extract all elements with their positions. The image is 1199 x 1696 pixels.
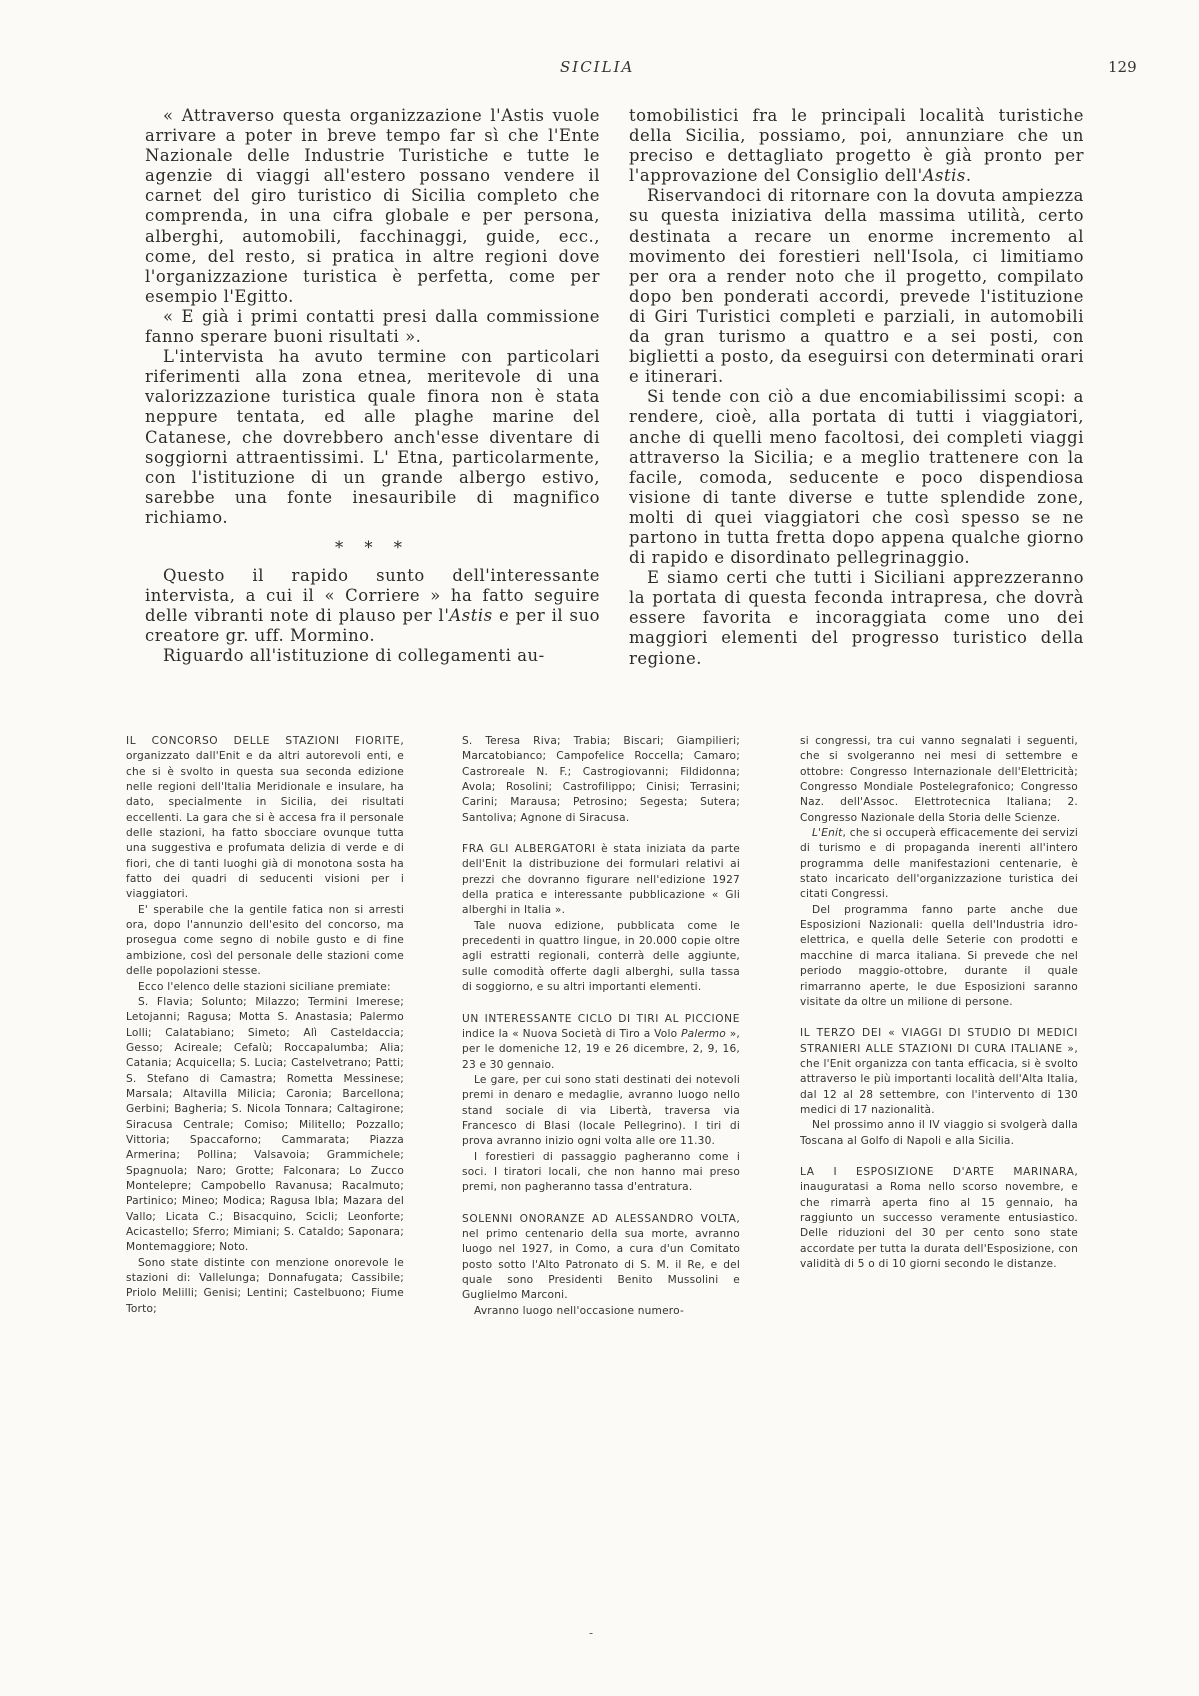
- paragraph: [800, 826, 1078, 903]
- text-run: tomobilistici fra le principali località turistiche della Sicilia, possiamo, poi, annunziare che un preciso e dettagliato progetto è già pronto per l'approvazione del Consiglio dell': [629, 106, 1084, 186]
- paragraph: Nel prossimo anno il IV viaggio si svolgerà dalla Toscana al Golfo di Napoli e alla Sicilia.: [800, 1119, 1078, 1147]
- paragraph: [800, 1026, 1078, 1118]
- paragraph: « E già i primi contatti presi dalla commissione fanno sperare buoni risultati ».: [145, 306, 600, 347]
- text-run: , nel primo centenario della sua morte, avranno luogo nel 1927, in Como, a cura d'un Comitato posto sotto l'Alto Patronato di S. M. il Re, e del quale sono Presidenti Benito Mussolini e Guglielmo Marconi.: [462, 1212, 740, 1302]
- paragraph: « Attraverso questa organizzazione l'Astis vuole arrivare a poter in breve tempo far sì che l'Ente Nazionale delle Industrie Turistiche e tutte le agenzie di viaggi all'estero possano vendere il carnet del giro turistico di Sicilia completo che comprenda, in una cifra globale e per persona, alberghi, automobili, facchinaggi, guide, ecc., come, del resto, si pratica in altre regioni dove l'organizzazione turistica è perfetta, come per esempio l'Egitto.: [145, 106, 600, 306]
- article-column-right: [629, 106, 1084, 669]
- text-run: .: [965, 166, 972, 186]
- news-heading: IL TERZO DEI « VIAGGI DI STUDIO DI MEDICI STRANIERI ALLE STAZIONI DI CURA ITALIANE »: [800, 1027, 1078, 1055]
- italic-text: Astis: [449, 606, 493, 626]
- running-title: SICILIA: [560, 58, 635, 76]
- news-heading: UN INTERESSANTE CICLO DI TIRI AL PICCIONE: [462, 1012, 740, 1025]
- paragraph: [462, 1012, 740, 1073]
- page-number: 129: [1108, 58, 1137, 76]
- text-run: è stata iniziata da parte dell'Enit la distribuzione dei formulari relativi ai prezzi che dovranno figurare nell'edizione 1927 della pratica e interessante pubblicazione « Gli alberghi in Italia ».: [462, 843, 740, 917]
- news-column-3: [800, 734, 1078, 1272]
- text-run: », per le domeniche 12, 19 e 26 dicembre, 2, 9, 16, 23 e 30 gennaio.: [462, 1027, 740, 1071]
- paragraph: [126, 734, 404, 903]
- news-heading: LA I ESPOSIZIONE D'ARTE MARINARA: [800, 1165, 1075, 1178]
- paragraph: [800, 1165, 1078, 1272]
- section-separator: * * *: [334, 537, 410, 557]
- paragraph: Avranno luogo nell'occasione numero-: [474, 1304, 685, 1317]
- paragraph: S. Teresa Riva; Trabia; Biscari; Giampilieri; Marcatobianco; Campofelice Roccella; Camaro; Castroreale N. F.; Castrogiovanni; Fildidonna; Avola; Rosolini; Castrofilippo; Cinisi; Terrasini; Carini; Marausa; Petrosino; Segesta; Sutera; Santoliva; Agnone di Siracusa.: [462, 735, 740, 824]
- news-heading: IL CONCORSO DELLE STAZIONI FIORITE: [126, 735, 401, 747]
- text-run: , che l'Enit organizza con tanta efficacia, si è svolto attraverso le più importanti località dell'Alta Italia, dal 12 al 28 settembre, con l'intervento di 130 medici di 17 nazionalità.: [800, 1042, 1078, 1116]
- paragraph: Ecco l'elenco delle stazioni siciliane premiate:: [138, 980, 391, 993]
- paragraph: [462, 1212, 740, 1304]
- news-column-2: [462, 734, 740, 1319]
- italic-text: L'Enit: [812, 827, 843, 840]
- text-run: , che si occuperà efficacemente dei servizi di turismo e di propaganda inerenti all'intero programma delle manifestazioni centenarie, è stato incaricato dell'organizzazione turistica dei citati Congressi.: [800, 827, 1078, 901]
- text-run: , organizzato dall'Enit e da altri autorevoli enti, e che si è svolto in questa sua seconda edizione nelle regioni dell'Italia Meridionale e insulare, ha dato, specialmente in Sicilia, dei risultati eccellenti. La gara che si è accesa fra il personale delle stazioni, ha fatto sbocciare ovunque tutta una suggestiva e profumata delizia di verde e di fiori, che di tanti luoghi già di monotona sosta ha fatto dei quadri di seducenti visioni per i viaggiatori.: [126, 735, 404, 901]
- article-column-left: [145, 106, 600, 667]
- text-run: e per il suo creatore gr. uff. Mormino.: [145, 606, 600, 646]
- page-header: [0, 52, 1199, 82]
- paragraph: Riservandoci di ritornare con la dovuta ampiezza su questa iniziativa della massima utilità, certo destinata a recare un enorme incremento al movimento dei forestieri nell'Isola, ci limitiamo per ora a render noto che il progetto, compilato dopo ben ponderati accordi, prevede l'istituzione di Giri Turistici completi e parziali, in automobili da gran turismo a quattro e a sei posti, con biglietti a posto, da eseguirsi con determinati orari e itinerari.: [629, 186, 1084, 387]
- paragraph: [145, 566, 600, 646]
- italic-text: Palermo: [681, 1027, 726, 1040]
- news-heading: SOLENNI ONORANZE AD ALESSANDRO VOLTA: [462, 1212, 737, 1225]
- paragraph: Sono state distinte con menzione onorevole le stazioni di: Vallelunga; Donnafugata; Cassibile; Priolo Melilli; Genisi; Lentini; Castelbuono; Fiume Torto;: [126, 1256, 404, 1315]
- paragraph: I forestieri di passaggio pagheranno come i soci. I tiratori locali, che non hanno mai preso premi, non pagheranno tassa d'entratura.: [462, 1150, 740, 1194]
- paragraph: Riguardo all'istituzione di collegamenti au-: [163, 646, 545, 666]
- paragraph: Del programma fanno parte anche due Esposizioni Nazionali: quella dell'Industria idro-elettrica, e quella delle Seterie con prodotti e macchine di marca italiana. Si prevede che nel periodo maggio-ottobre, durante il quale rimarranno aperte, le due Esposizioni saranno visitate da oltre un milione di persone.: [800, 903, 1078, 1008]
- paragraph: E' sperabile che la gentile fatica non si arresti ora, dopo l'annunzio dell'esito del concorso, ma prosegua come segno di nobile gusto e di fine ambizione, così del personale delle stazioni come delle popolazioni stesse.: [126, 903, 404, 978]
- paragraph: S. Flavia; Solunto; Milazzo; Termini Imerese; Letojanni; Ragusa; Motta S. Anastasia; Palermo Lolli; Calatabiano; Simeto; Alì Casteldaccia; Gesso; Acireale; Cefalù; Roccapalumba; Alia; Catania; Acquicella; S. Lucia; Castelvetrano; Patti; S. Stefano di Camastra; Rometta Messinese; Marsala; Altavilla Milicia; Caronia; Barcellona; Gerbini; Bagheria; S. Nicola Tonnara; Caltagirone; Siracusa Centrale; Comiso; Militello; Pozzallo; Vittoria; Spaccaforno; Cammarata; Piazza Armerina; Pollina; Valsavoia; Grammichele; Spagnuola; Naro; Grotte; Falconara; Lo Zucco Montelepre; Campobello Ravanusa; Racalmuto; Partinico; Mineo; Modica; Ragusa Ibla; Mazara del Vallo; Licata C.; Bisacquino, Scicli; Leonforte; Acicastello; Sferro; Mimiani; S. Cataldo; Saponara; Montemaggiore; Noto.: [126, 995, 404, 1254]
- paragraph: Si tende con ciò a due encomiabilissimi scopi: a rendere, cioè, alla portata di tutti i viaggiatori, anche di quelli meno facoltosi, dei completi viaggi attraverso la Sicilia; e a meglio trattenere con la facile, comoda, seducente e poco dispendiosa visione di tante diverse e tutte splendide zone, molti di quei viaggiatori che così spesso se ne partono in tutta fretta dopo appena qualche giorno di rapido e disordinato pellegrinaggio.: [629, 387, 1084, 568]
- paragraph: si congressi, tra cui vanno segnalati i seguenti, che si svolgeranno nei mesi di settembre e ottobre: Congresso Internazionale dell'Elettricità; Congresso Mondiale Postelegrafonico; Congresso Naz. dell'Assoc. Elettrotecnica Italiana; 2. Congresso Nazionale della Storia delle Scienze.: [800, 735, 1078, 824]
- italic-text: Astis: [922, 166, 966, 186]
- paragraph: E siamo certi che tutti i Siciliani apprezzeranno la portata di questa feconda intrapresa, che dovrà essere favorita e incoraggiata come uno dei maggiori elementi del progresso turistico della regione.: [629, 568, 1084, 668]
- news-heading: FRA GLI ALBERGATORI: [462, 843, 596, 856]
- text-run: indice la « Nuova Società di Tiro a Volo: [462, 1027, 682, 1040]
- text-run: Questo il rapido sunto dell'interessante intervista, a cui il « Corriere » ha fatto seguire delle vibranti note di plauso per l': [145, 566, 600, 626]
- paragraph: L'intervista ha avuto termine con particolari riferimenti alla zona etnea, meritevole di una valorizzazione turistica quale finora non è stata neppure tentata, ed alle plaghe marine del Catanese, che dovrebbero anch'esse diventare di soggiorni attraentissimi. L' Etna, particolarmente, con l'istituzione di un grande albergo estivo, sarebbe una fonte inesauribile di magnifico richiamo.: [145, 347, 600, 527]
- news-column-1: [126, 734, 404, 1317]
- paragraph: [462, 842, 740, 919]
- paragraph: Le gare, per cui sono stati destinati dei notevoli premi in denaro e medaglie, avranno luogo nello stand sociale di via Libertà, traversa via Francesco di Blasi (locale Pellegrino). I tiri di prova avranno inizio ogni volta alle ore 11.30.: [462, 1073, 740, 1148]
- paragraph: Tale nuova edizione, pubblicata come le precedenti in quattro lingue, in 20.000 copie oltre agli estratti regionali, conterrà delle aggiunte, sulle comodità offerte dagli alberghi, sulla tassa di soggiorno, e su altri importanti elementi.: [462, 919, 740, 994]
- paragraph: [629, 106, 1084, 186]
- footer-mark: -: [589, 1626, 594, 1640]
- text-run: , inauguratasi a Roma nello scorso novembre, e che rimarrà aperta fino al 15 gennaio, ha raggiunto un successo veramente entusiastico. Delle riduzioni del 30 per cento sono state accordate per tutta la durata dell'Esposizione, con validità di 5 o di 10 giorni secondo le distanze.: [800, 1165, 1078, 1270]
